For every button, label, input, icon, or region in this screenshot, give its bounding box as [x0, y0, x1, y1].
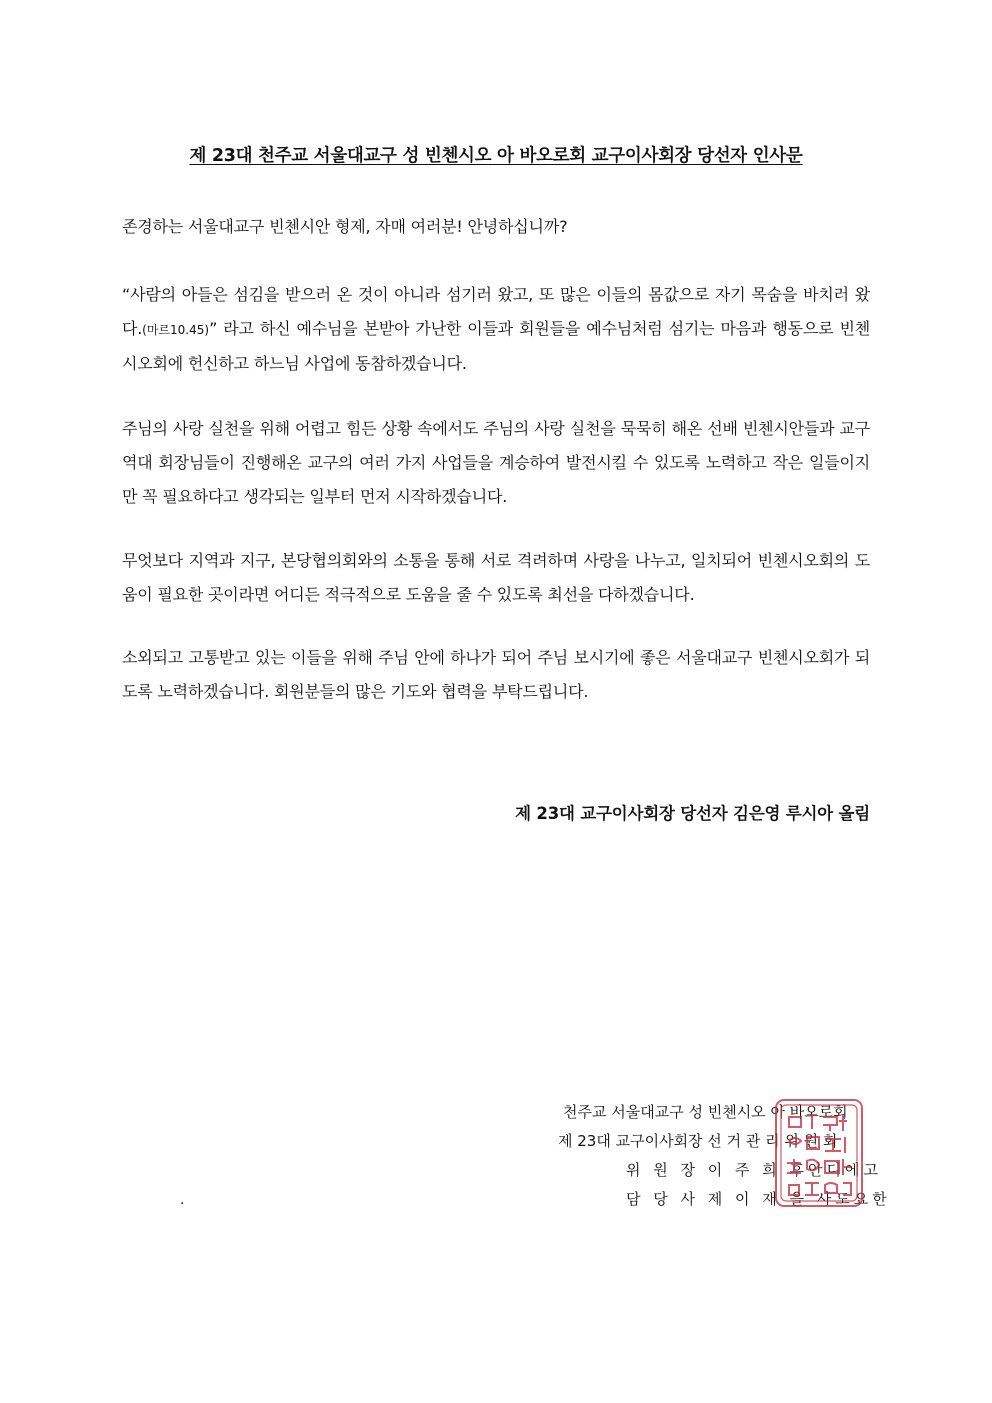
quote-text-end: ” 라고 하신 예수님을 본받아 가난한 이들과 회원들을 예수님처럼 섬기는 마음과 행동으로 빈첸시오회에 헌신하고 하느님 사업에 동참하겠습니다. [122, 319, 870, 373]
issuer-committee: 제 23대 교구이사회장 선 거 관 리 위 원 회 [558, 1132, 838, 1150]
quote-text-start: “사람의 아들은 섬김을 받으러 온 것이 아니라 섬기러 왔고, 또 많은 이들의 몸값으로 자기 목숨을 바치러 왔다. [122, 285, 870, 338]
body-paragraph-4: 무엇보다 지역과 지구, 본당협의회와의 소통을 통해 서로 격려하며 사랑을 나누고, 일치되어 빈첸시오회의 도움이 필요한 곳이라면 어디든 적극적으로 도움을 줄 수 있도록 최선을 다하겠습니다. [122, 551, 870, 604]
quote-paragraph [122, 278, 870, 381]
body-paragraph-5: 소외되고 고통받고 있는 이들을 위해 주님 안에 하나가 되어 주님 보시기에 좋은 서울대교구 빈첸시오회가 되도록 노력하겠습니다. 회원분들의 많은 기도와 협력을 부탁드립니다. [122, 648, 870, 701]
committee-chair: 위 원 장 이 주 희 후안디에고 [626, 1161, 882, 1179]
quote-reference: (마르10.45) [142, 323, 210, 337]
stray-mark: . [180, 1192, 185, 1208]
body-paragraph-3: 주님의 사랑 실천을 위해 어렵고 힘든 상황 속에서도 주님의 사랑 실천을 묵묵히 해온 선배 빈첸시안들과 교구 역대 회장님들이 진행해온 교구의 여러 가지 사업들을 계승하여 발전시킬 수 있도록 노력하고 작은 일들이지만 꼭 필요하다고 생각되는 일부터 먼저 시작하겠습니다. [122, 419, 870, 506]
document-title: 제 23대 천주교 서울대교구 성 빈첸시오 아 바오로회 교구이사회장 당선자 인사문 [189, 146, 803, 166]
issuer-organization: 천주교 서울대교구 성 빈첸시오 아 바오로회 [563, 1103, 848, 1121]
official-seal-stamp [773, 1097, 865, 1209]
greeting-paragraph: 존경하는 서울대교구 빈첸시안 형제, 자매 여러분! 안녕하십니까? [122, 217, 568, 236]
signature-line: 제 23대 교구이사회장 당선자 김은영 루시아 올림 [515, 804, 870, 823]
priest-in-charge: 담 당 사 제 이 재 을 사도요한 [626, 1190, 891, 1208]
